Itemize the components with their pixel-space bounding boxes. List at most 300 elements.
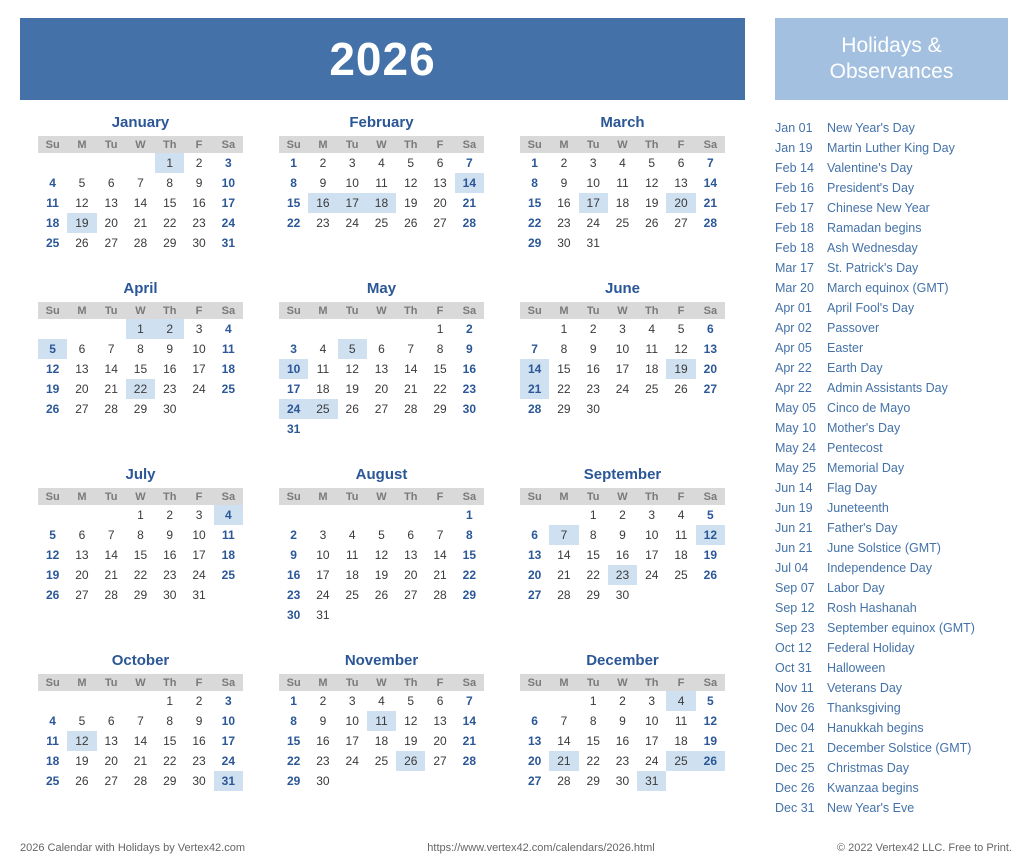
day-cell-empty <box>455 419 484 439</box>
month-block <box>502 280 743 455</box>
month-block <box>261 114 502 269</box>
day-cell: 6 <box>407 528 415 542</box>
day-cell: 8 <box>466 528 473 542</box>
day-cell: 9 <box>290 548 297 562</box>
day-cell: 12 <box>404 176 418 190</box>
day-cell: 23 <box>557 216 571 230</box>
holiday-row <box>775 278 1008 298</box>
day-cell: 18 <box>345 568 359 582</box>
day-cell: 26 <box>45 402 60 416</box>
day-cell: 6 <box>531 714 538 728</box>
day-cell: 8 <box>166 714 174 728</box>
day-cell: 11 <box>345 548 359 562</box>
weekday-header: M <box>308 302 337 319</box>
holiday-row <box>775 538 1008 558</box>
weekday-header-row <box>38 136 243 153</box>
day-cell: 5 <box>407 694 415 708</box>
day-cell: 28 <box>404 402 418 416</box>
day-cell: 1 <box>531 156 538 170</box>
day-cell-empty <box>455 605 484 625</box>
day-cell: 10 <box>316 548 330 562</box>
weekday-header: Th <box>396 136 425 153</box>
day-cell: 13 <box>703 342 718 356</box>
holiday-date: Dec 04 <box>775 721 815 735</box>
day-cell: 7 <box>466 694 473 708</box>
month-title: September <box>583 466 662 483</box>
holiday-name: Memorial Day <box>827 461 905 475</box>
weekday-header: M <box>549 136 578 153</box>
holiday-date: Dec 25 <box>775 761 815 775</box>
day-cell: 5 <box>407 156 415 170</box>
day-cell: 22 <box>557 382 571 396</box>
holiday-date: Oct 31 <box>775 661 812 675</box>
weekday-header: F <box>184 136 213 153</box>
day-cell: 31 <box>586 236 600 250</box>
weekday-header: Tu <box>338 488 367 505</box>
day-cell: 16 <box>586 362 600 376</box>
week-row <box>279 565 484 585</box>
day-cell: 7 <box>107 342 115 356</box>
day-cell-empty <box>308 419 337 439</box>
day-cell: 22 <box>126 379 155 399</box>
day-cell: 3 <box>589 156 597 170</box>
day-cell-empty <box>608 399 637 419</box>
day-cell: 11 <box>674 714 688 728</box>
weekday-header: Su <box>279 136 308 153</box>
month-title: June <box>604 280 640 297</box>
day-cell: 9 <box>319 714 327 728</box>
day-cell: 15 <box>527 196 542 210</box>
day-cell: 26 <box>703 568 718 582</box>
day-cell: 1 <box>155 153 184 173</box>
day-cell: 21 <box>133 216 148 230</box>
day-cell: 17 <box>645 548 659 562</box>
holidays-banner-title <box>830 33 954 85</box>
holiday-name: Thanksgiving <box>827 701 901 715</box>
day-cell: 30 <box>615 588 630 602</box>
weekday-header: Su <box>279 674 308 691</box>
day-cell: 19 <box>45 568 60 582</box>
day-cell: 10 <box>279 359 308 379</box>
day-cell: 28 <box>557 774 571 788</box>
day-cell: 2 <box>195 694 203 708</box>
weekday-header: F <box>425 302 454 319</box>
month-block <box>502 652 743 807</box>
weekday-header: W <box>126 674 155 691</box>
week-row <box>279 319 484 339</box>
day-cell: 3 <box>648 694 656 708</box>
holiday-name: Earth Day <box>827 361 883 375</box>
holiday-name: Juneteenth <box>827 501 889 515</box>
day-cell: 21 <box>703 196 718 210</box>
day-cell: 11 <box>375 176 388 190</box>
day-cell: 24 <box>192 568 206 582</box>
month-block <box>502 466 743 641</box>
day-cell: 30 <box>163 402 177 416</box>
day-cell: 16 <box>163 362 177 376</box>
weekday-header: Su <box>520 488 549 505</box>
weekday-header: Th <box>155 136 184 153</box>
weekday-header-row <box>279 136 484 153</box>
day-cell: 6 <box>531 528 538 542</box>
day-cell: 17 <box>645 734 659 748</box>
weekday-header: W <box>608 488 637 505</box>
day-cell: 4 <box>49 714 56 728</box>
day-cell: 23 <box>615 754 630 768</box>
day-cell: 7 <box>407 342 415 356</box>
holiday-row <box>775 318 1008 338</box>
day-cell: 21 <box>404 382 418 396</box>
day-cell: 27 <box>404 588 418 602</box>
weekday-header: Th <box>396 488 425 505</box>
weekday-header: F <box>184 302 213 319</box>
week-row <box>38 213 243 233</box>
week-row <box>520 399 725 419</box>
day-cell: 5 <box>677 322 685 336</box>
weekday-header: Su <box>520 302 549 319</box>
week-row <box>279 173 484 193</box>
week-row <box>520 751 725 771</box>
day-cell: 19 <box>75 754 89 768</box>
holiday-date: May 10 <box>775 421 816 435</box>
day-cell: 20 <box>75 568 89 582</box>
weekday-header: F <box>666 674 695 691</box>
day-cell: 1 <box>166 694 174 708</box>
holiday-row <box>775 258 1008 278</box>
week-row <box>520 505 725 525</box>
holiday-date: Jun 21 <box>775 541 813 555</box>
day-cell: 18 <box>45 216 60 230</box>
weekday-header: Su <box>38 302 67 319</box>
day-cell: 5 <box>378 528 385 542</box>
holiday-date: Apr 22 <box>775 381 812 395</box>
day-cell: 4 <box>677 508 685 522</box>
day-cell: 27 <box>433 216 447 230</box>
month-block <box>20 114 261 269</box>
day-cell: 22 <box>286 754 301 768</box>
holiday-row <box>775 158 1008 178</box>
month-title: February <box>349 114 414 131</box>
holiday-name: Federal Holiday <box>827 641 915 655</box>
day-cell-empty <box>396 319 425 339</box>
day-cell-empty <box>367 319 396 339</box>
day-cell-empty <box>67 505 96 525</box>
day-cell: 28 <box>133 236 148 250</box>
weekday-header: M <box>67 136 96 153</box>
day-cell: 23 <box>316 754 330 768</box>
day-cell: 20 <box>374 382 389 396</box>
day-cell: 1 <box>290 156 297 170</box>
calendar-body <box>20 114 1012 818</box>
day-cell-empty <box>549 691 578 711</box>
day-cell: 3 <box>290 342 297 356</box>
months-grid <box>20 114 745 818</box>
holiday-row <box>775 738 1008 758</box>
day-cell: 15 <box>557 362 571 376</box>
weekday-header: F <box>425 674 454 691</box>
day-cell: 26 <box>374 588 389 602</box>
day-cell: 14 <box>703 176 718 190</box>
holiday-date: Feb 16 <box>775 181 814 195</box>
day-cell: 18 <box>316 382 330 396</box>
weekday-header: Tu <box>338 674 367 691</box>
day-cell: 19 <box>703 734 718 748</box>
month-table <box>38 674 243 791</box>
day-cell: 22 <box>133 568 148 582</box>
holiday-name: Ramadan begins <box>827 221 922 235</box>
day-cell: 31 <box>221 236 236 250</box>
day-cell: 12 <box>75 196 89 210</box>
holiday-row <box>775 618 1008 638</box>
day-cell: 20 <box>104 754 118 768</box>
day-cell: 23 <box>192 216 206 230</box>
holidays-banner-title-line1: Holidays & <box>841 34 942 57</box>
day-cell: 8 <box>290 714 297 728</box>
week-row <box>38 525 243 545</box>
holiday-date: Nov 26 <box>775 701 815 715</box>
weekday-header: Th <box>396 674 425 691</box>
month-table <box>38 488 243 605</box>
holiday-name: Pentecost <box>827 441 883 455</box>
holiday-date: Feb 14 <box>775 161 814 175</box>
day-cell: 17 <box>221 734 236 748</box>
day-cell: 21 <box>104 568 118 582</box>
holiday-date: May 24 <box>775 441 816 455</box>
day-cell: 17 <box>286 382 301 396</box>
day-cell: 16 <box>316 734 330 748</box>
day-cell: 4 <box>49 176 56 190</box>
day-cell-empty <box>184 399 213 419</box>
holiday-date: Dec 26 <box>775 781 815 795</box>
holiday-date: Jun 19 <box>775 501 813 515</box>
weekday-header: Th <box>637 302 666 319</box>
day-cell: 7 <box>107 528 115 542</box>
weekday-header: W <box>608 302 637 319</box>
holiday-row <box>775 178 1008 198</box>
weekday-header: Th <box>155 488 184 505</box>
day-cell: 31 <box>316 608 330 622</box>
week-row <box>279 359 484 379</box>
day-cell: 17 <box>615 362 630 376</box>
day-cell: 27 <box>104 236 118 250</box>
day-cell: 17 <box>192 548 206 562</box>
weekday-header: F <box>425 488 454 505</box>
day-cell: 1 <box>560 322 568 336</box>
day-cell: 22 <box>286 216 301 230</box>
weekday-header: M <box>549 488 578 505</box>
day-cell-empty <box>455 771 484 791</box>
holiday-name: March equinox (GMT) <box>827 281 949 295</box>
day-cell: 30 <box>462 402 477 416</box>
holiday-name: Ash Wednesday <box>827 241 918 255</box>
day-cell: 15 <box>133 362 148 376</box>
day-cell: 2 <box>589 322 597 336</box>
day-cell-empty <box>367 771 396 791</box>
day-cell: 14 <box>557 734 571 748</box>
day-cell: 13 <box>75 362 89 376</box>
day-cell: 28 <box>703 216 718 230</box>
day-cell-empty <box>38 691 67 711</box>
holiday-name: Christmas Day <box>827 761 909 775</box>
holiday-date: May 25 <box>775 461 816 475</box>
week-row <box>279 339 484 359</box>
day-cell: 3 <box>319 528 327 542</box>
day-cell: 21 <box>104 382 118 396</box>
day-cell: 25 <box>666 751 695 771</box>
month-table <box>279 136 484 233</box>
day-cell: 9 <box>166 528 174 542</box>
day-cell: 22 <box>433 382 447 396</box>
day-cell-empty <box>214 585 243 605</box>
day-cell: 28 <box>104 402 118 416</box>
day-cell: 20 <box>703 362 718 376</box>
day-cell-empty <box>126 691 155 711</box>
day-cell-empty <box>338 505 367 525</box>
weekday-header: Th <box>637 488 666 505</box>
day-cell: 9 <box>195 714 203 728</box>
day-cell: 28 <box>527 402 542 416</box>
day-cell: 19 <box>703 548 718 562</box>
day-cell-empty <box>696 233 725 253</box>
day-cell: 31 <box>192 588 206 602</box>
day-cell: 1 <box>589 694 597 708</box>
holiday-date: Dec 21 <box>775 741 815 755</box>
holiday-row <box>775 478 1008 498</box>
day-cell: 21 <box>557 568 571 582</box>
day-cell-empty <box>97 319 126 339</box>
day-cell: 30 <box>316 774 330 788</box>
holiday-row <box>775 718 1008 738</box>
weekday-header: F <box>666 302 695 319</box>
holiday-name: Father's Day <box>827 521 898 535</box>
day-cell: 8 <box>589 714 597 728</box>
day-cell: 30 <box>192 236 206 250</box>
holiday-name: Valentine's Day <box>827 161 913 175</box>
day-cell: 7 <box>436 528 444 542</box>
holiday-row <box>775 398 1008 418</box>
day-cell: 12 <box>674 342 688 356</box>
day-cell: 6 <box>107 176 115 190</box>
weekday-header: W <box>126 136 155 153</box>
day-cell-empty <box>38 505 67 525</box>
weekday-header: M <box>67 302 96 319</box>
footer-copyright: © 2022 Vertex42 LLC. Free to Print. <box>836 842 1012 854</box>
weekday-header: W <box>367 302 396 319</box>
day-cell: 15 <box>586 734 600 748</box>
week-row <box>38 359 243 379</box>
day-cell: 28 <box>433 588 447 602</box>
weekday-header: Sa <box>455 136 484 153</box>
week-row <box>520 153 725 173</box>
day-cell: 17 <box>338 193 367 213</box>
holiday-name: Flag Day <box>827 481 878 495</box>
day-cell: 5 <box>78 714 86 728</box>
day-cell-empty <box>396 419 425 439</box>
day-cell: 11 <box>674 528 688 542</box>
day-cell: 27 <box>75 588 89 602</box>
day-cell: 24 <box>645 754 659 768</box>
holiday-row <box>775 678 1008 698</box>
day-cell: 4 <box>319 342 327 356</box>
holiday-name: Chinese New Year <box>827 201 930 215</box>
day-cell: 25 <box>221 382 236 396</box>
holiday-date: Nov 11 <box>775 681 814 695</box>
footer-url[interactable]: https://www.vertex42.com/calendars/2026.html <box>427 842 655 854</box>
day-cell: 13 <box>433 714 447 728</box>
week-row <box>279 545 484 565</box>
day-cell: 12 <box>345 362 359 376</box>
day-cell: 1 <box>436 322 444 336</box>
day-cell: 23 <box>286 588 301 602</box>
day-cell: 21 <box>462 196 477 210</box>
day-cell: 12 <box>45 548 60 562</box>
day-cell: 26 <box>404 216 418 230</box>
holiday-row <box>775 638 1008 658</box>
month-title: November <box>344 652 419 669</box>
day-cell: 4 <box>348 528 356 542</box>
week-row <box>520 339 725 359</box>
weekday-header: Sa <box>455 488 484 505</box>
year-banner <box>20 18 745 100</box>
week-row <box>279 525 484 545</box>
day-cell: 4 <box>225 322 232 336</box>
day-cell: 20 <box>527 754 542 768</box>
week-row <box>520 771 725 791</box>
day-cell: 13 <box>374 362 389 376</box>
day-cell: 2 <box>619 694 626 708</box>
day-cell: 14 <box>433 548 447 562</box>
week-row <box>520 545 725 565</box>
weekday-header-row <box>520 302 725 319</box>
day-cell: 9 <box>560 176 568 190</box>
day-cell: 6 <box>107 714 115 728</box>
day-cell-empty <box>279 505 308 525</box>
day-cell-empty <box>367 605 396 625</box>
month-block <box>261 466 502 641</box>
weekday-header: F <box>666 488 695 505</box>
day-cell: 16 <box>286 568 301 582</box>
day-cell: 18 <box>45 754 60 768</box>
weekday-header: Su <box>520 136 549 153</box>
week-row <box>520 731 725 751</box>
week-row <box>38 379 243 399</box>
holiday-row <box>775 798 1008 818</box>
holiday-name: Easter <box>827 341 864 355</box>
holiday-row <box>775 118 1008 138</box>
day-cell: 10 <box>586 176 600 190</box>
day-cell: 8 <box>531 176 538 190</box>
holiday-date: Oct 12 <box>775 641 812 655</box>
holiday-date: Apr 01 <box>775 301 812 315</box>
holiday-row <box>775 378 1008 398</box>
weekday-header-row <box>279 488 484 505</box>
week-row <box>279 399 484 419</box>
day-cell: 16 <box>192 196 206 210</box>
day-cell: 2 <box>166 508 174 522</box>
day-cell: 15 <box>163 734 177 748</box>
holiday-name: June Solstice (GMT) <box>827 541 941 555</box>
day-cell: 26 <box>645 216 659 230</box>
day-cell: 8 <box>166 176 174 190</box>
holiday-row <box>775 778 1008 798</box>
month-title: July <box>125 466 156 483</box>
week-row <box>520 213 725 233</box>
holiday-name: April Fool's Day <box>827 301 915 315</box>
day-cell: 5 <box>707 694 714 708</box>
holiday-date: Feb 18 <box>775 241 814 255</box>
weekday-header: M <box>67 674 96 691</box>
weekday-header: Tu <box>97 302 126 319</box>
